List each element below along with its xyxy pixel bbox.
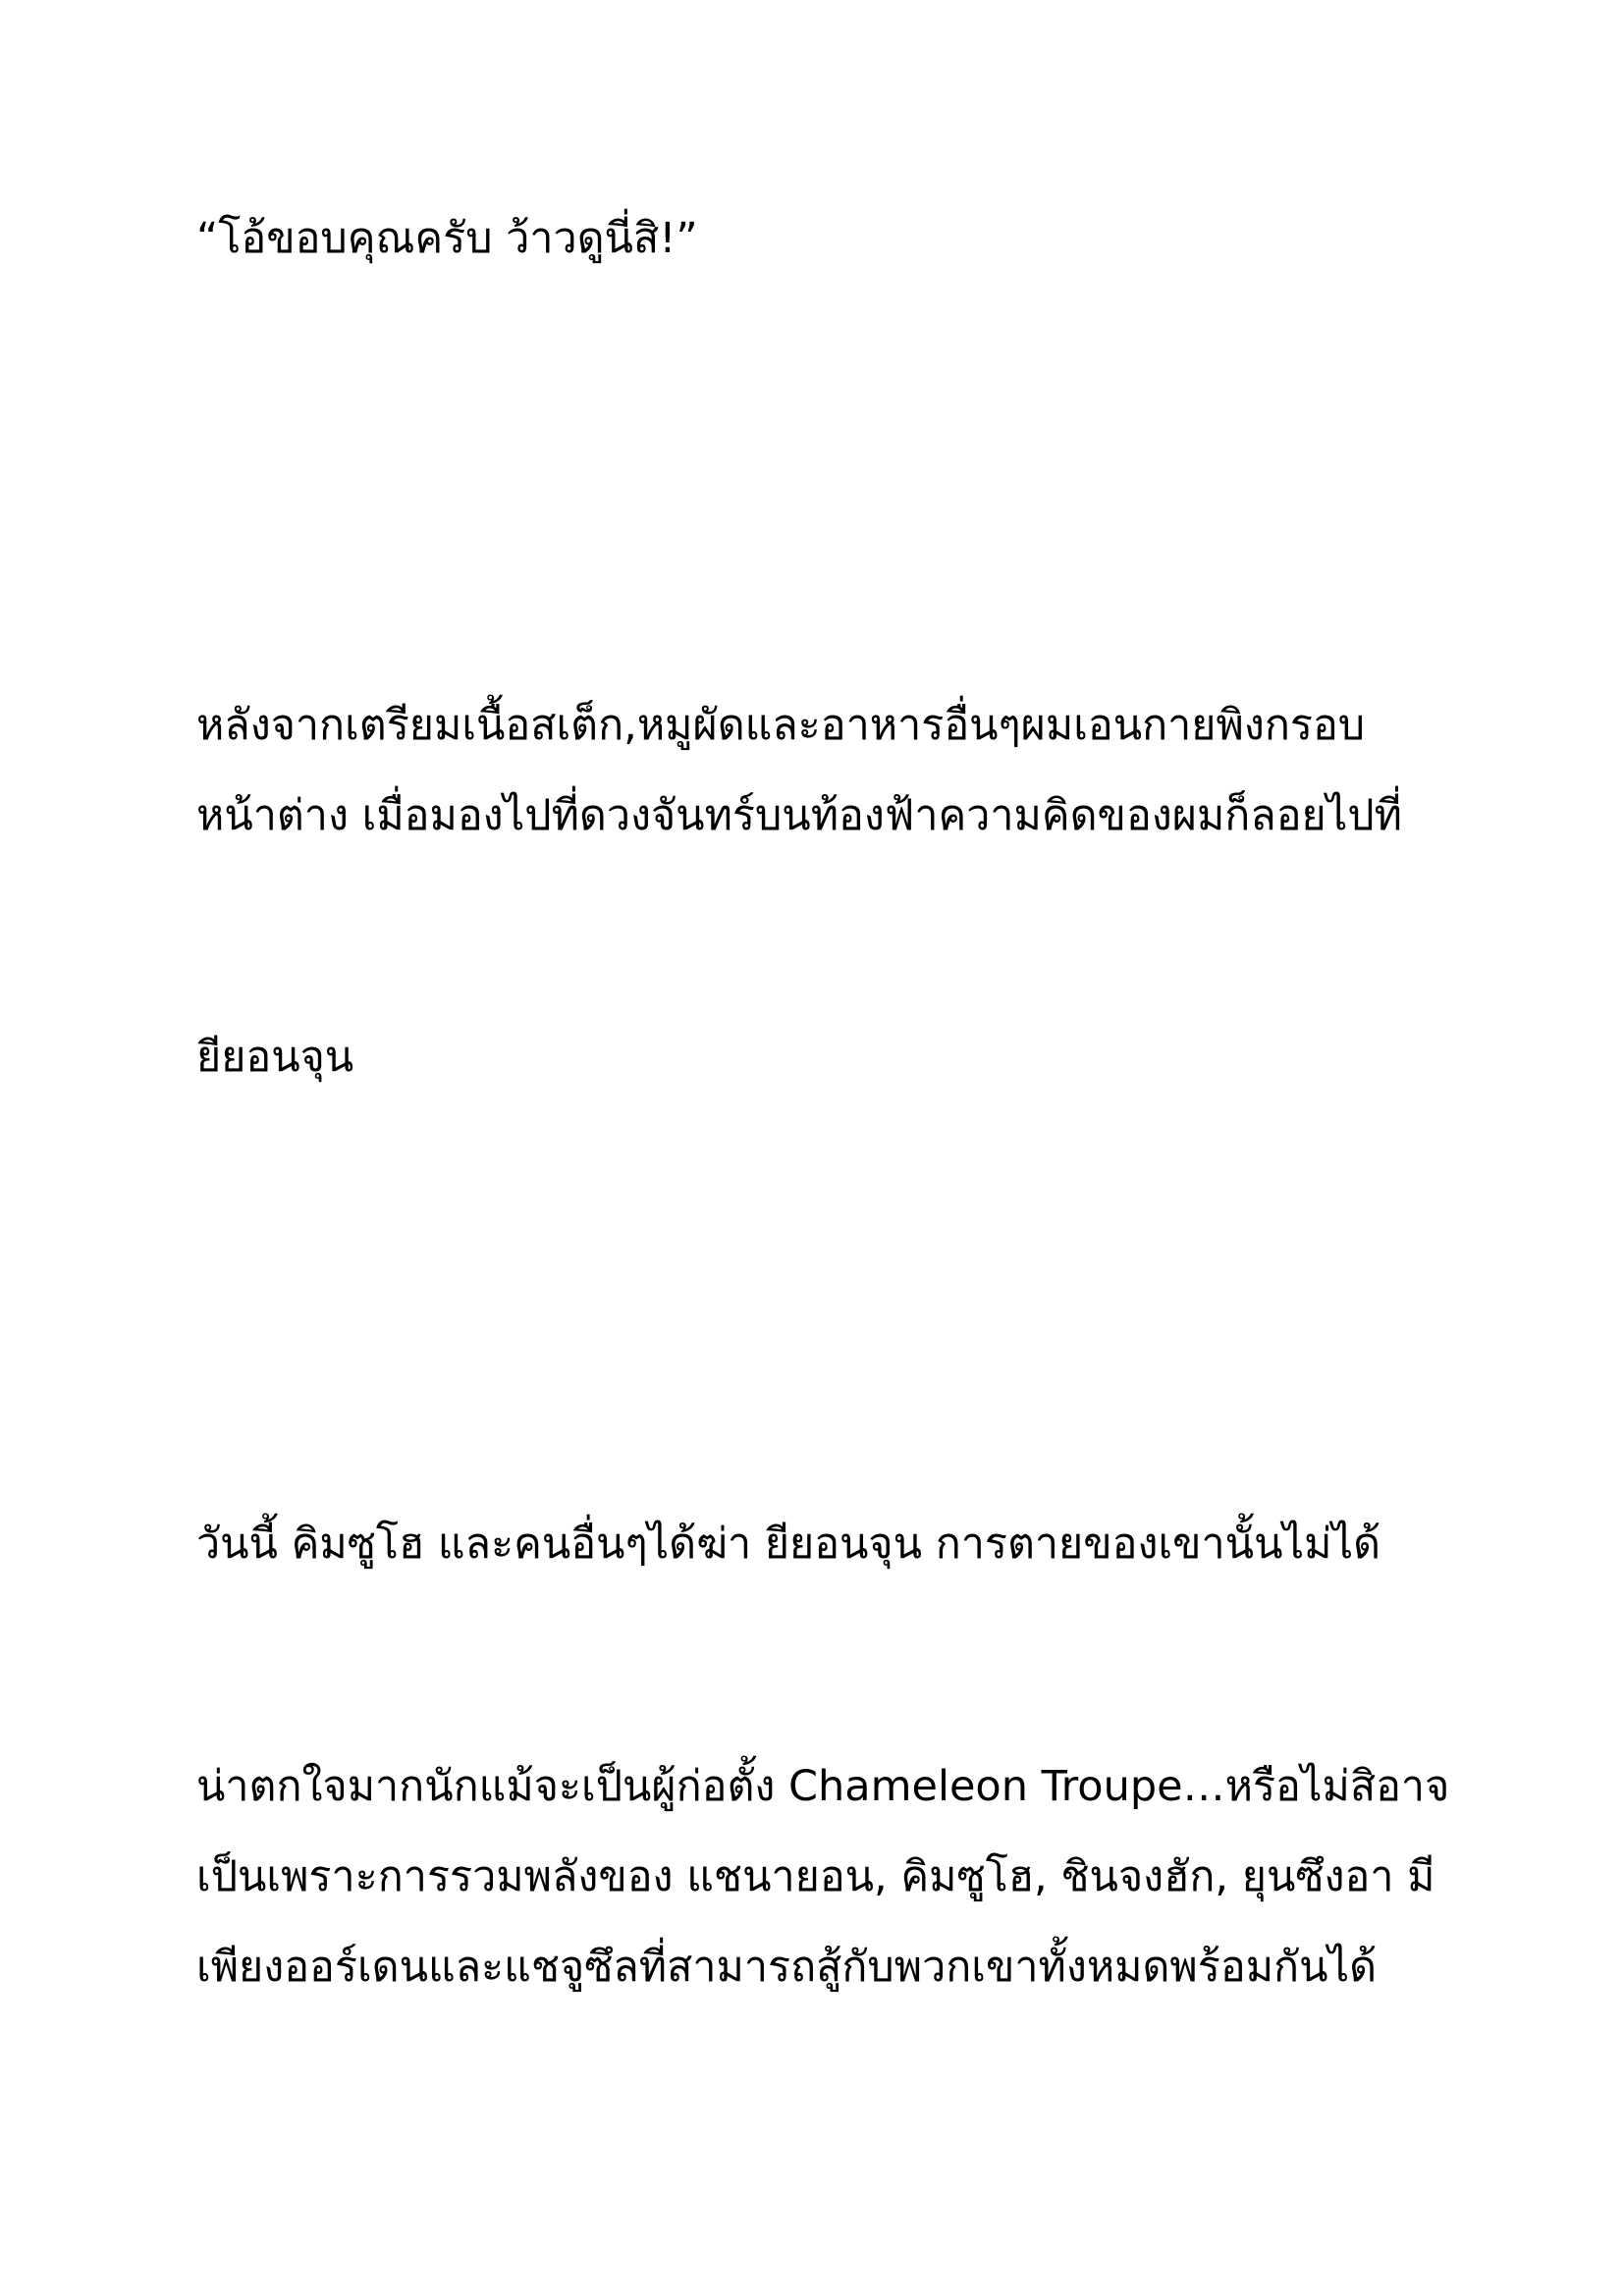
paragraph-2-line-2: หน้าต่าง เมื่อมองไปที่ดวงจันทร์บนท้องฟ้าความคิดของผมก็ลอยไปที่ bbox=[196, 791, 1402, 840]
paragraph-5-line-1: น่าตกใจมากนักแม้จะเป็นผู้ก่อตั้ง Chameleon Troupe…หรือไม่สิอาจ bbox=[196, 1762, 1450, 1811]
paragraph-5-line-3: เพียงออร์เดนและแชจูซึลที่สามารถสู้กับพวกเขาทั้งหมดพร้อมกันได้ bbox=[196, 1943, 1378, 1992]
paragraph-1-line-1: “โอ้ขอบคุณครับ ว้าวดูนี่สิ!” bbox=[196, 214, 698, 263]
paragraph-4-line-1: วันนี้ คิมซูโฮ และคนอื่นๆได้ฆ่า ยียอนจุน การตายของเขานั้นไม่ได้ bbox=[196, 1520, 1380, 1569]
paragraph-2-line-1: หลังจากเตรียมเนื้อสเต็ก,หมูผัดและอาหารอื่นๆผมเอนกายพิงกรอบ bbox=[196, 701, 1366, 750]
paragraph-3-line-1: ยียอนจุน bbox=[196, 1033, 354, 1082]
paragraph-5-line-2: เป็นเพราะการรวมพลังของ แชนายอน, คิมซูโฮ, ชินจงฮัก, ยุนซึงอา มี bbox=[196, 1852, 1435, 1901]
